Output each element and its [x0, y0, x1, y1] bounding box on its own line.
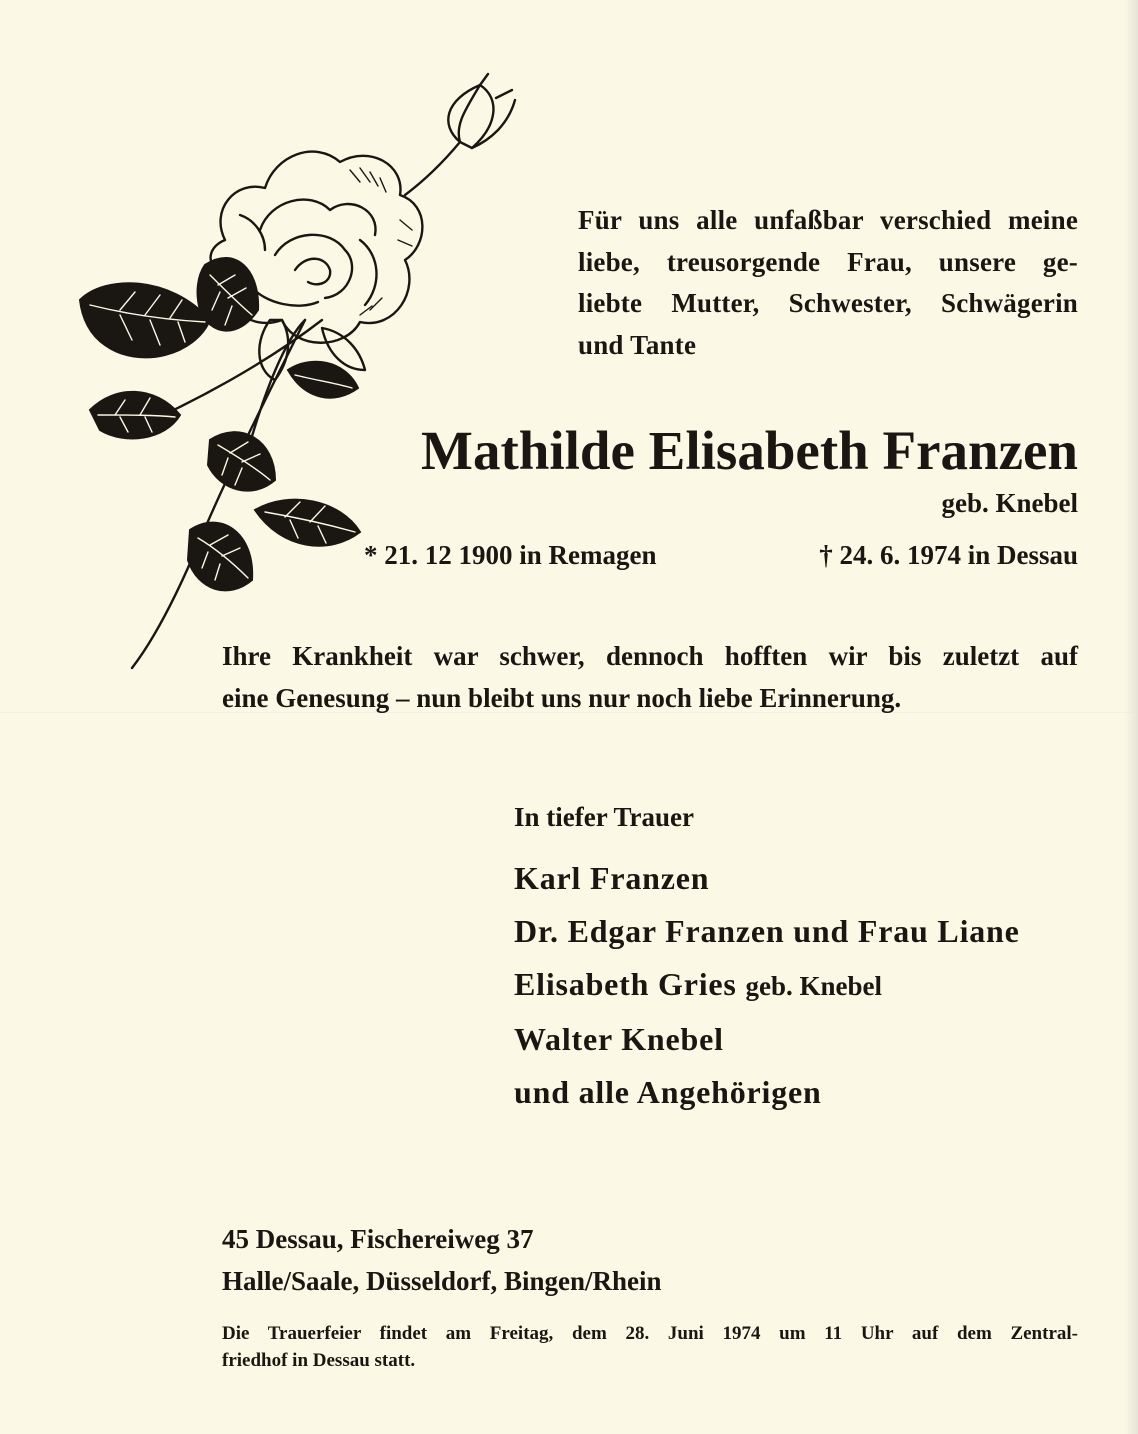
intro-line: liebe, treusorgende Frau, unsere ge- [578, 246, 1078, 277]
funeral-line: Die Trauerfeier findet am Freitag, dem 28. Juni 1974 um 11 Uhr auf dem Zentral- [222, 1323, 1078, 1344]
intro-line: liebte Mutter, Schwester, Schwägerin [578, 288, 1078, 318]
family-member-maiden: geb. Knebel [745, 971, 882, 1001]
mourning-label: In tiefer Trauer [514, 802, 694, 832]
illness-paragraph [222, 636, 1078, 719]
address-line: Halle/Saale, Düsseldorf, Bingen/Rhein [222, 1266, 662, 1296]
rose-icon [60, 70, 540, 690]
maiden-name: geb. Knebel [941, 488, 1078, 518]
family-member: Dr. Edgar Franzen und Frau Liane [514, 913, 1020, 949]
funeral-notice [222, 1320, 1078, 1374]
deceased-name: Mathilde Elisabeth Franzen [421, 420, 1078, 481]
paper-edge [1124, 0, 1138, 1434]
death-date: † 24. 6. 1974 in Dessau [819, 540, 1078, 570]
intro-line: und Tante [578, 329, 697, 360]
intro-line: Für uns alle unfaßbar verschied meine [578, 205, 1078, 235]
family-member: und alle Angehörigen [514, 1074, 822, 1110]
illness-line: Ihre Krankheit war schwer, dennoch hofften wir bis zuletzt auf [222, 641, 1078, 671]
intro-paragraph [578, 200, 1078, 366]
family-list [514, 852, 1020, 1119]
family-member [514, 958, 1020, 1013]
family-member: Karl Franzen [514, 860, 710, 896]
address-block [222, 1218, 662, 1302]
family-member-name: Elisabeth Gries [514, 966, 737, 1002]
address-line: 45 Dessau, Fischereiweg 37 [222, 1224, 534, 1254]
funeral-line: friedhof in Dessau statt. [222, 1350, 416, 1371]
family-member: Walter Knebel [514, 1021, 724, 1057]
illness-line: eine Genesung – nun bleibt uns nur noch liebe Erinnerung. [222, 682, 902, 713]
birth-date: * 21. 12 1900 in Remagen [364, 540, 657, 570]
